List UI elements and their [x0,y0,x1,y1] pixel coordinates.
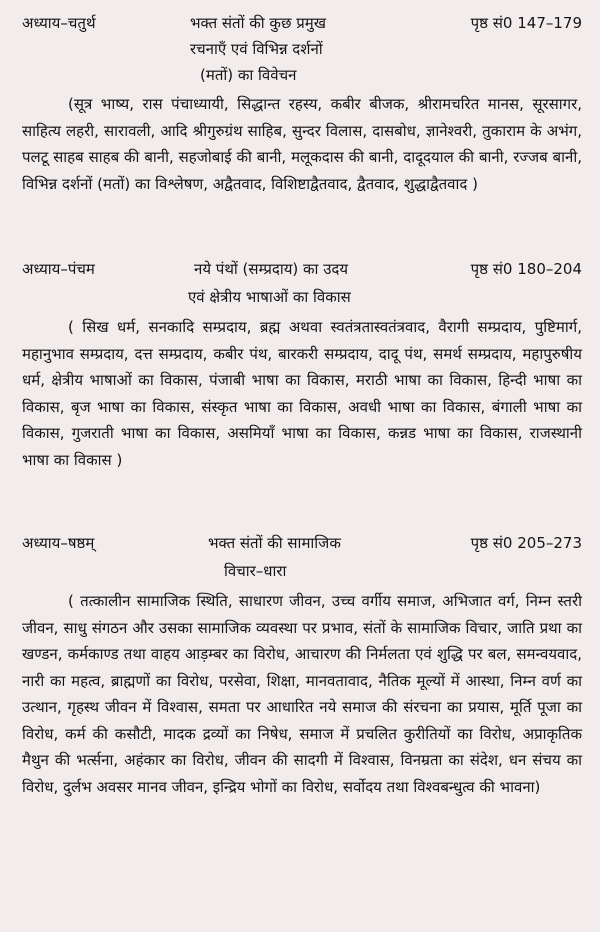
chapter-label: अध्याय–पंचम [22,260,95,278]
chapter-page-range: पृष्ठ सं0 180–204 [470,260,582,278]
chapter-title: भक्त संतों की सामाजिक [208,534,341,552]
chapter-contents-text: ( सिख धर्म, सनकादि सम्प्रदाय, ब्रह्म अथवा स्वतंत्रतास्वतंत्रवाद, वैरागी सम्प्रदाय, पुष्टिमार्ग, महानुभाव सम्प्रदाय, दत्त सम्प्रदाय, कबीर पंथ, बारकरी सम्प्रदाय, दादू पंथ, समर्थ सम्प्रदाय, महापुरुषीय धर्म, क्षेत्रीय भाषाओं का विकास, पंजाबी भाषा का विकास, मराठी भाषा का विकास, हिन्दी भाषा का विकास, बृज भाषा का विकास, संस्कृत भाषा का विकास, अवधी भाषा का विकास, बंगाली भाषा का विकास, गुजराती भाषा का विकास, असमियाँ भाषा का विकास, कन्नड भाषा का विकास, राजस्थानी भाषा का विकास ) [22,318,582,469]
chapter-label: अध्याय–चतुर्थ [22,14,96,32]
chapter-contents-text: (सूत्र भाष्य, रास पंचाध्यायी, सिद्धान्त रहस्य, कबीर बीजक, श्रीरामचरित मानस, सूरसागर, साहित्य लहरी, सारावली, आदि श्रीगुरुग्रंथ साहिब, सुन्दर विलास, दासबोध, ज्ञानेश्वरी, तुकाराम के अभंग, पलटू साहब साहब की बानी, सहजोबाई की बानी, मलूकदास की बानी, दादूदयाल की बानी, रज्जब बानी, विभिन्न दर्शनों (मतों) का विश्लेषण, अद्वैतवाद, विशिष्टाद्वैतवाद, द्वैतवाद, शुद्धाद्वैतवाद ) [22,95,582,193]
chapter-title-line: (मतों) का विवेचन [200,66,297,84]
chapter-contents [22,91,582,197]
chapter-heading-6 [22,530,582,556]
chapter-heading-5 [22,256,582,282]
chapter-contents [22,588,582,800]
chapter-title: भक्त संतों की कुछ प्रमुख [190,14,326,32]
chapter-heading-4 [22,10,582,36]
chapter-page-range: पृष्ठ सं0 147–179 [470,14,582,32]
chapter-page-range: पृष्ठ सं0 205–273 [470,534,582,552]
chapter-label: अध्याय–षष्ठम् [22,534,95,552]
chapter-contents-text: ( तत्कालीन सामाजिक स्थिति, साधारण जीवन, उच्च वर्गीय समाज, अभिजात वर्ग, निम्न स्तरी जीवन, साधु संगठन और उसका सामाजिक व्यवस्था पर प्रभाव, संतों के सामाजिक विचार, जाति प्रथा का खण्डन, कर्मकाण्ड तथा वाहय आड़म्बर का विरोध, आचारण की निर्मलता एवं शुद्धि पर बल, समन्वयवाद, नारी का महत्व, ब्राह्मणों का विरोध, परसेवा, शिक्षा, मानवतावाद, नैतिक मूल्यों में आस्था, निम्न वर्ण का उत्थान, गृहस्थ जीवन में विश्वास, समता पर आधारित नये समाज की संरचना का प्रयास, मूर्ति पूजा का विरोध, कर्म की कसौटी, मादक द्रव्यों का निषेध, समाज में प्रचलित कुरीतियों का विरोध, अप्राकृतिक मैथुन की भर्त्सना, अहंकार का विरोध, जीवन की सादगी में विश्वास, विनम्रता का संदेश, धन संचय का विरोध, दुर्लभ अवसर मानव जीवन, इन्द्रिय भोगों का विरोध, सर्वोदय तथा विश्वबन्धुत्व की भावना) [22,592,582,796]
chapter-contents [22,314,582,473]
chapter-title: नये पंथों (सम्प्रदाय) का उदय [194,260,349,278]
chapter-title-line: रचनाएँ एवं विभिन्न दर्शनों [190,40,323,58]
chapter-title-line: विचार–धारा [224,562,287,580]
chapter-title-line: एवं क्षेत्रीय भाषाओं का विकास [188,288,351,306]
